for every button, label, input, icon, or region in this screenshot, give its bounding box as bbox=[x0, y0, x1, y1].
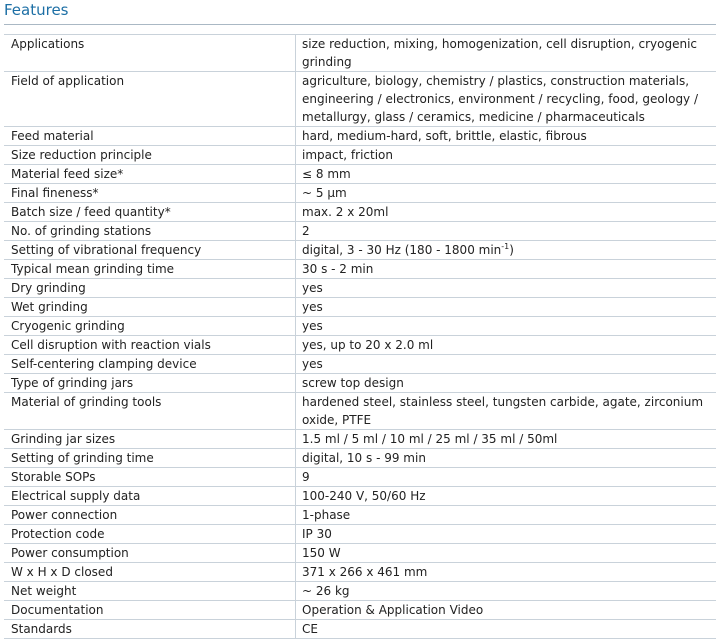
spec-value bbox=[296, 393, 717, 430]
spec-value-text: digital, 3 - 30 Hz (180 - 1800 min bbox=[302, 243, 502, 257]
spec-value-text: 2 bbox=[302, 224, 310, 238]
table-row bbox=[4, 506, 716, 525]
spec-label: Dry grinding bbox=[4, 279, 296, 298]
spec-label: Electrical supply data bbox=[4, 487, 296, 506]
spec-value-text: yes bbox=[302, 281, 323, 295]
spec-value bbox=[296, 317, 717, 336]
table-row bbox=[4, 620, 716, 639]
spec-value-text: ~ 5 µm bbox=[302, 186, 347, 200]
spec-value bbox=[296, 336, 717, 355]
spec-value bbox=[296, 506, 717, 525]
table-row bbox=[4, 317, 716, 336]
table-row bbox=[4, 393, 716, 430]
spec-value-suffix: ) bbox=[509, 243, 514, 257]
spec-label: Size reduction principle bbox=[4, 146, 296, 165]
spec-label: Type of grinding jars bbox=[4, 374, 296, 393]
spec-label: Material of grinding tools bbox=[4, 393, 296, 430]
spec-label: Applications bbox=[4, 35, 296, 72]
spec-value bbox=[296, 35, 717, 72]
spec-label: Self-centering clamping device bbox=[4, 355, 296, 374]
spec-value-text: 371 x 266 x 461 mm bbox=[302, 565, 428, 579]
table-row bbox=[4, 468, 716, 487]
spec-label: Material feed size* bbox=[4, 165, 296, 184]
spec-value-text: 100-240 V, 50/60 Hz bbox=[302, 489, 426, 503]
spec-label: Setting of grinding time bbox=[4, 449, 296, 468]
table-row bbox=[4, 222, 716, 241]
features-table-body bbox=[4, 35, 716, 639]
spec-label: Wet grinding bbox=[4, 298, 296, 317]
table-row bbox=[4, 355, 716, 374]
spec-label: Feed material bbox=[4, 127, 296, 146]
spec-label: Batch size / feed quantity* bbox=[4, 203, 296, 222]
spec-label: Standards bbox=[4, 620, 296, 639]
spec-value bbox=[296, 165, 717, 184]
spec-value-text: screw top design bbox=[302, 376, 404, 390]
spec-value bbox=[296, 620, 717, 639]
spec-value-text: ≤ 8 mm bbox=[302, 167, 351, 181]
spec-label: Cell disruption with reaction vials bbox=[4, 336, 296, 355]
spec-value-text: 30 s - 2 min bbox=[302, 262, 374, 276]
table-row bbox=[4, 72, 716, 127]
spec-value-superscript: -1 bbox=[501, 242, 510, 251]
table-row bbox=[4, 165, 716, 184]
spec-label: Final fineness* bbox=[4, 184, 296, 203]
spec-label: Storable SOPs bbox=[4, 468, 296, 487]
table-row bbox=[4, 298, 716, 317]
spec-label: Net weight bbox=[4, 582, 296, 601]
spec-label: Grinding jar sizes bbox=[4, 430, 296, 449]
spec-value bbox=[296, 563, 717, 582]
spec-value-text: 1.5 ml / 5 ml / 10 ml / 25 ml / 35 ml / 50ml bbox=[302, 432, 558, 446]
spec-label: Documentation bbox=[4, 601, 296, 620]
spec-value bbox=[296, 127, 717, 146]
table-row bbox=[4, 525, 716, 544]
title-divider bbox=[4, 24, 716, 25]
spec-value-text: hard, medium-hard, soft, brittle, elastic, fibrous bbox=[302, 129, 587, 143]
spec-value-text: IP 30 bbox=[302, 527, 332, 541]
spec-value-text: agriculture, biology, chemistry / plastics, construction materials, engineering / electronics, environment / recycling, food, geology / metallurgy, glass / ceramics, medicine / pharmaceuticals bbox=[302, 74, 699, 124]
spec-value bbox=[296, 430, 717, 449]
spec-label: Typical mean grinding time bbox=[4, 260, 296, 279]
spec-value-text: digital, 10 s - 99 min bbox=[302, 451, 426, 465]
spec-value-text: CE bbox=[302, 622, 318, 636]
spec-value bbox=[296, 355, 717, 374]
spec-label: Power consumption bbox=[4, 544, 296, 563]
table-row bbox=[4, 430, 716, 449]
spec-value bbox=[296, 487, 717, 506]
spec-value bbox=[296, 72, 717, 127]
spec-value bbox=[296, 525, 717, 544]
spec-value-text: hardened steel, stainless steel, tungsten carbide, agate, zirconium oxide, PTFE bbox=[302, 395, 704, 427]
spec-label: Field of application bbox=[4, 72, 296, 127]
table-row bbox=[4, 260, 716, 279]
spec-value bbox=[296, 582, 717, 601]
spec-value-text: yes bbox=[302, 357, 323, 371]
spec-value bbox=[296, 241, 717, 260]
spec-label: Protection code bbox=[4, 525, 296, 544]
spec-value bbox=[296, 279, 717, 298]
spec-label: W x H x D closed bbox=[4, 563, 296, 582]
table-row bbox=[4, 449, 716, 468]
table-row bbox=[4, 582, 716, 601]
spec-value bbox=[296, 601, 717, 620]
spec-value bbox=[296, 146, 717, 165]
section-title: Features bbox=[4, 1, 69, 19]
spec-value bbox=[296, 222, 717, 241]
spec-label: Setting of vibrational frequency bbox=[4, 241, 296, 260]
spec-label: No. of grinding stations bbox=[4, 222, 296, 241]
spec-value-text: 150 W bbox=[302, 546, 341, 560]
table-row bbox=[4, 563, 716, 582]
spec-value bbox=[296, 468, 717, 487]
table-row bbox=[4, 35, 716, 72]
spec-value-text: 1-phase bbox=[302, 508, 351, 522]
table-row bbox=[4, 544, 716, 563]
table-row bbox=[4, 601, 716, 620]
table-row bbox=[4, 127, 716, 146]
spec-value-text: max. 2 x 20ml bbox=[302, 205, 389, 219]
table-row bbox=[4, 374, 716, 393]
spec-value-text: impact, friction bbox=[302, 148, 394, 162]
spec-value bbox=[296, 298, 717, 317]
table-row bbox=[4, 241, 716, 260]
table-row bbox=[4, 203, 716, 222]
spec-label: Power connection bbox=[4, 506, 296, 525]
spec-value-text: yes bbox=[302, 300, 323, 314]
spec-value bbox=[296, 184, 717, 203]
spec-value-text: ~ 26 kg bbox=[302, 584, 350, 598]
spec-value-text: size reduction, mixing, homogenization, cell disruption, cryogenic grinding bbox=[302, 37, 698, 69]
table-row bbox=[4, 146, 716, 165]
table-row bbox=[4, 279, 716, 298]
table-row bbox=[4, 336, 716, 355]
spec-value-text: Operation & Application Video bbox=[302, 603, 484, 617]
table-row bbox=[4, 487, 716, 506]
spec-value-text: yes bbox=[302, 319, 323, 333]
table-row bbox=[4, 184, 716, 203]
spec-value bbox=[296, 544, 717, 563]
spec-value bbox=[296, 260, 717, 279]
spec-value-text: yes, up to 20 x 2.0 ml bbox=[302, 338, 434, 352]
spec-value bbox=[296, 374, 717, 393]
features-table bbox=[4, 34, 716, 639]
spec-label: Cryogenic grinding bbox=[4, 317, 296, 336]
spec-value bbox=[296, 203, 717, 222]
spec-value bbox=[296, 449, 717, 468]
spec-value-text: 9 bbox=[302, 470, 310, 484]
